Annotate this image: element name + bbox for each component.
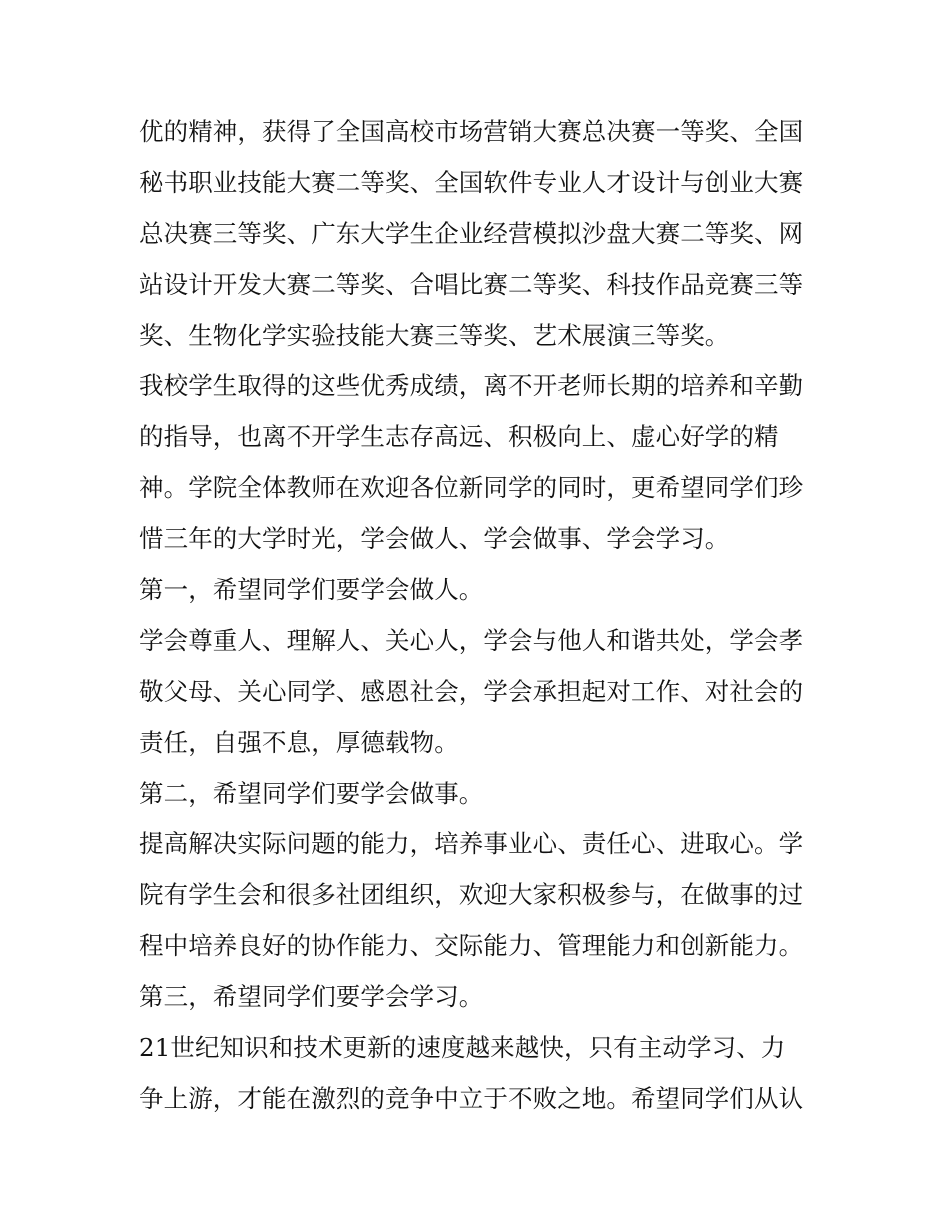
text-line: 我校学生取得的这些优秀成绩，离不开老师长期的培养和辛勤 [139, 371, 804, 401]
text-line: 院有学生会和很多社团组织，欢迎大家积极参与，在做事的过 [139, 880, 804, 910]
section-heading: 第二，希望同学们要学会做事。 [139, 778, 484, 808]
text-line: 争上游，才能在激烈的竞争中立于不败之地。希望同学们从认 [139, 1083, 804, 1113]
text-line: 的指导，也离不开学生志存高远、积极向上、虚心好学的精 [139, 422, 779, 452]
section-heading: 第三，希望同学们要学会学习。 [139, 982, 484, 1012]
text-line: 总决赛三等奖、广东大学生企业经营模拟沙盘大赛二等奖、网 [139, 218, 804, 248]
section-heading: 第一，希望同学们要学会做人。 [139, 575, 484, 605]
document-body [139, 107, 819, 1125]
text-line: 提高解决实际问题的能力，培养事业心、责任心、进取心。学 [139, 829, 804, 859]
text-line: 惜三年的大学时光，学会做人、学会做事、学会学习。 [139, 524, 730, 554]
text-line: 21世纪知识和技术更新的速度越来越快，只有主动学习、力 [139, 1033, 786, 1063]
text-line: 优的精神，获得了全国高校市场营销大赛总决赛一等奖、全国 [139, 117, 804, 146]
text-line: 站设计开发大赛二等奖、合唱比赛二等奖、科技作品竞赛三等 [139, 269, 804, 299]
text-line: 神。学院全体教师在欢迎各位新同学的同时，更希望同学们珍 [139, 473, 804, 503]
text-line: 程中培养良好的协作能力、交际能力、管理能力和创新能力。 [139, 931, 804, 961]
text-line: 学会尊重人、理解人、关心人，学会与他人和谐共处，学会孝 [139, 625, 804, 655]
text-line: 秘书职业技能大赛二等奖、全国软件专业人才设计与创业大赛 [139, 167, 804, 197]
text-line: 敬父母、关心同学、感恩社会，学会承担起对工作、对社会的 [139, 676, 804, 706]
text-line: 责任，自强不息，厚德载物。 [139, 727, 459, 757]
text-line: 奖、生物化学实验技能大赛三等奖、艺术展演三等奖。 [139, 320, 730, 350]
